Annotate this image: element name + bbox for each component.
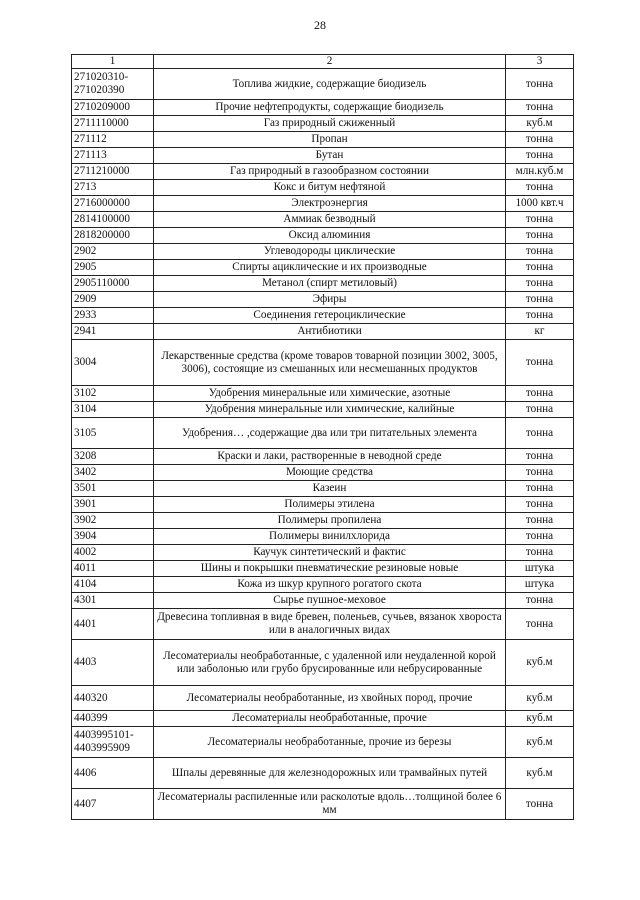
unit-cell: тонна bbox=[506, 308, 574, 324]
unit-cell: тонна bbox=[506, 180, 574, 196]
name-cell: Удобрения… ,содержащие два или три питательных элемента bbox=[154, 418, 506, 449]
name-cell: Древесина топливная в виде бревен, поленьев, сучьев, вязанок хвороста или в аналогичных видах bbox=[154, 609, 506, 640]
code-cell: 3004 bbox=[72, 340, 154, 386]
name-cell: Пропан bbox=[154, 132, 506, 148]
table-row bbox=[72, 418, 574, 449]
name-cell: Лесоматериалы необработанные, прочие из березы bbox=[154, 727, 506, 758]
table-row bbox=[72, 497, 574, 513]
name-cell: Казеин bbox=[154, 481, 506, 497]
code-cell: 2818200000 bbox=[72, 228, 154, 244]
unit-cell: куб.м bbox=[506, 116, 574, 132]
table-row bbox=[72, 100, 574, 116]
code-cell: 2713 bbox=[72, 180, 154, 196]
code-cell: 4104 bbox=[72, 577, 154, 593]
code-cell: 4002 bbox=[72, 545, 154, 561]
unit-cell: тонна bbox=[506, 449, 574, 465]
code-cell: 2711210000 bbox=[72, 164, 154, 180]
code-cell: 4406 bbox=[72, 758, 154, 789]
name-cell: Моющие средства bbox=[154, 465, 506, 481]
name-cell: Кокс и битум нефтяной bbox=[154, 180, 506, 196]
name-cell: Оксид алюминия bbox=[154, 228, 506, 244]
table-row bbox=[72, 324, 574, 340]
table-row bbox=[72, 545, 574, 561]
table-row bbox=[72, 711, 574, 727]
name-cell: Шины и покрышки пневматические резиновые новые bbox=[154, 561, 506, 577]
table-row bbox=[72, 164, 574, 180]
unit-cell: куб.м bbox=[506, 640, 574, 686]
table-header-row bbox=[72, 55, 574, 69]
code-cell: 3901 bbox=[72, 497, 154, 513]
code-cell: 4407 bbox=[72, 789, 154, 820]
code-cell: 2711110000 bbox=[72, 116, 154, 132]
unit-cell: тонна bbox=[506, 497, 574, 513]
unit-cell: тонна bbox=[506, 545, 574, 561]
name-cell: Кожа из шкур крупного рогатого скота bbox=[154, 577, 506, 593]
table-row bbox=[72, 148, 574, 164]
name-cell: Лекарственные средства (кроме товаров товарной позиции 3002, 3005, 3006), состоящие из смешанных или несмешанных продуктов bbox=[154, 340, 506, 386]
code-cell: 2905 bbox=[72, 260, 154, 276]
unit-cell: тонна bbox=[506, 418, 574, 449]
table-row bbox=[72, 640, 574, 686]
page-number: 28 bbox=[314, 18, 326, 32]
name-cell: Удобрения минеральные или химические, азотные bbox=[154, 386, 506, 402]
unit-cell: куб.м bbox=[506, 686, 574, 711]
table-row bbox=[72, 260, 574, 276]
table-row bbox=[72, 196, 574, 212]
table-row bbox=[72, 789, 574, 820]
unit-cell: тонна bbox=[506, 244, 574, 260]
unit-cell: тонна bbox=[506, 148, 574, 164]
unit-cell: тонна bbox=[506, 593, 574, 609]
table-row bbox=[72, 529, 574, 545]
name-cell: Удобрения минеральные или химические, калийные bbox=[154, 402, 506, 418]
table-row bbox=[72, 577, 574, 593]
table-row bbox=[72, 465, 574, 481]
unit-cell: тонна bbox=[506, 276, 574, 292]
table-row bbox=[72, 561, 574, 577]
name-cell: Краски и лаки, растворенные в неводной среде bbox=[154, 449, 506, 465]
table-row bbox=[72, 276, 574, 292]
unit-cell: тонна bbox=[506, 513, 574, 529]
table-row bbox=[72, 132, 574, 148]
table-row bbox=[72, 593, 574, 609]
unit-cell: тонна bbox=[506, 100, 574, 116]
code-cell: 3208 bbox=[72, 449, 154, 465]
code-cell: 3501 bbox=[72, 481, 154, 497]
unit-cell: штука bbox=[506, 561, 574, 577]
name-cell: Углеводороды циклические bbox=[154, 244, 506, 260]
table-row bbox=[72, 180, 574, 196]
unit-cell: тонна bbox=[506, 465, 574, 481]
name-cell: Соединения гетероциклические bbox=[154, 308, 506, 324]
code-cell: 2941 bbox=[72, 324, 154, 340]
name-cell: Полимеры этилена bbox=[154, 497, 506, 513]
unit-cell: тонна bbox=[506, 529, 574, 545]
table-row bbox=[72, 481, 574, 497]
unit-cell: тонна bbox=[506, 292, 574, 308]
unit-cell: тонна bbox=[506, 212, 574, 228]
code-cell: 271112 bbox=[72, 132, 154, 148]
unit-cell: куб.м bbox=[506, 711, 574, 727]
code-cell: 440399 bbox=[72, 711, 154, 727]
table-row bbox=[72, 244, 574, 260]
name-cell: Антибиотики bbox=[154, 324, 506, 340]
code-cell: 271020310- 271020390 bbox=[72, 69, 154, 100]
table-row bbox=[72, 513, 574, 529]
column-header-2: 2 bbox=[154, 55, 506, 69]
code-cell: 3104 bbox=[72, 402, 154, 418]
name-cell: Лесоматериалы необработанные, прочие bbox=[154, 711, 506, 727]
code-cell: 2710209000 bbox=[72, 100, 154, 116]
table-row bbox=[72, 449, 574, 465]
name-cell: Газ природный сжиженный bbox=[154, 116, 506, 132]
unit-cell: тонна bbox=[506, 132, 574, 148]
table-row bbox=[72, 116, 574, 132]
code-cell: 4301 bbox=[72, 593, 154, 609]
column-header-1: 1 bbox=[72, 55, 154, 69]
code-cell: 440320 bbox=[72, 686, 154, 711]
code-cell: 3902 bbox=[72, 513, 154, 529]
code-cell: 4403 bbox=[72, 640, 154, 686]
code-cell: 2902 bbox=[72, 244, 154, 260]
name-cell: Спирты ациклические и их производные bbox=[154, 260, 506, 276]
table-row bbox=[72, 686, 574, 711]
table-row bbox=[72, 228, 574, 244]
name-cell: Газ природный в газообразном состоянии bbox=[154, 164, 506, 180]
unit-cell: тонна bbox=[506, 402, 574, 418]
table-row bbox=[72, 340, 574, 386]
code-cell: 4011 bbox=[72, 561, 154, 577]
name-cell: Метанол (спирт метиловый) bbox=[154, 276, 506, 292]
unit-cell: тонна bbox=[506, 69, 574, 100]
name-cell: Бутан bbox=[154, 148, 506, 164]
column-header-3: 3 bbox=[506, 55, 574, 69]
name-cell: Лесоматериалы необработанные, из хвойных пород, прочие bbox=[154, 686, 506, 711]
code-cell: 3105 bbox=[72, 418, 154, 449]
commodity-table bbox=[71, 54, 574, 820]
table-row bbox=[72, 292, 574, 308]
code-cell: 2716000000 bbox=[72, 196, 154, 212]
table-row bbox=[72, 758, 574, 789]
name-cell: Прочие нефтепродукты, содержащие биодизель bbox=[154, 100, 506, 116]
unit-cell: тонна bbox=[506, 481, 574, 497]
unit-cell: тонна bbox=[506, 386, 574, 402]
table-row bbox=[72, 727, 574, 758]
code-cell: 2814100000 bbox=[72, 212, 154, 228]
table-body bbox=[72, 69, 574, 820]
name-cell: Лесоматериалы необработанные, с удаленной или неудаленной корой или заболонью или грубо брусированные или небрусированные bbox=[154, 640, 506, 686]
unit-cell: куб.м bbox=[506, 758, 574, 789]
name-cell: Топлива жидкие, содержащие биодизель bbox=[154, 69, 506, 100]
table-row bbox=[72, 386, 574, 402]
name-cell: Аммиак безводный bbox=[154, 212, 506, 228]
name-cell: Каучук синтетический и фактис bbox=[154, 545, 506, 561]
name-cell: Сырье пушное-меховое bbox=[154, 593, 506, 609]
code-cell: 4403995101- 4403995909 bbox=[72, 727, 154, 758]
unit-cell: млн.куб.м bbox=[506, 164, 574, 180]
code-cell: 3402 bbox=[72, 465, 154, 481]
code-cell: 2905110000 bbox=[72, 276, 154, 292]
table-row bbox=[72, 69, 574, 100]
unit-cell: штука bbox=[506, 577, 574, 593]
table-row bbox=[72, 402, 574, 418]
unit-cell: тонна bbox=[506, 789, 574, 820]
code-cell: 2933 bbox=[72, 308, 154, 324]
name-cell: Лесоматериалы распиленные или расколотые вдоль…толщиной более 6 мм bbox=[154, 789, 506, 820]
name-cell: Полимеры пропилена bbox=[154, 513, 506, 529]
table-row bbox=[72, 308, 574, 324]
name-cell: Электроэнергия bbox=[154, 196, 506, 212]
unit-cell: кг bbox=[506, 324, 574, 340]
name-cell: Полимеры винилхлорида bbox=[154, 529, 506, 545]
unit-cell: тонна bbox=[506, 228, 574, 244]
table-row bbox=[72, 609, 574, 640]
code-cell: 4401 bbox=[72, 609, 154, 640]
name-cell: Шпалы деревянные для железнодорожных или трамвайных путей bbox=[154, 758, 506, 789]
code-cell: 3904 bbox=[72, 529, 154, 545]
table-row bbox=[72, 212, 574, 228]
unit-cell: 1000 квт.ч bbox=[506, 196, 574, 212]
unit-cell: тонна bbox=[506, 609, 574, 640]
code-cell: 3102 bbox=[72, 386, 154, 402]
code-cell: 2909 bbox=[72, 292, 154, 308]
code-cell: 271113 bbox=[72, 148, 154, 164]
unit-cell: куб.м bbox=[506, 727, 574, 758]
name-cell: Эфиры bbox=[154, 292, 506, 308]
unit-cell: тонна bbox=[506, 340, 574, 386]
unit-cell: тонна bbox=[506, 260, 574, 276]
